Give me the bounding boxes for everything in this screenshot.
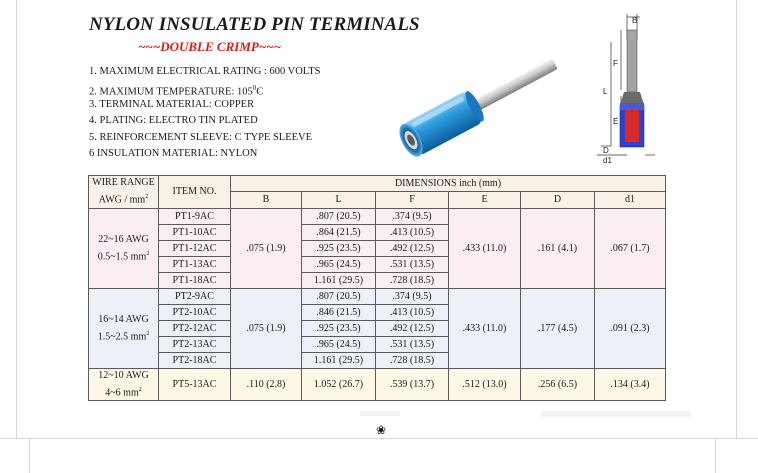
item-no-cell: PT1-10AC bbox=[159, 225, 231, 241]
item-no-cell: PT5-13AC bbox=[159, 369, 231, 401]
item-no-cell: PT1-18AC bbox=[159, 273, 231, 289]
spec-item: 4. PLATING: ELECTRO TIN PLATED bbox=[89, 115, 258, 127]
dimensions-table bbox=[88, 175, 666, 401]
wire-range-cell: 16~14 AWG 1.5~2.5 $mm^2$ bbox=[89, 289, 159, 369]
item-no-cell: PT2-9AC bbox=[159, 289, 231, 305]
l-cell: .846 (21.5) bbox=[302, 305, 376, 321]
b-cell: .110 (2.8) bbox=[231, 369, 302, 401]
item-no-cell: PT2-18AC bbox=[159, 353, 231, 369]
header-col-f: F bbox=[376, 192, 449, 209]
spec-item: 3. TERMINAL MATERIAL: COPPER bbox=[89, 98, 255, 110]
frame-tick-right bbox=[715, 438, 716, 473]
dim-label-d1: d1 bbox=[603, 156, 612, 165]
f-cell: .539 (13.7) bbox=[376, 369, 449, 401]
f-cell: .531 (13.5) bbox=[376, 337, 449, 353]
item-no-cell: PT2-10AC bbox=[159, 305, 231, 321]
f-cell: .374 (9.5) bbox=[376, 209, 449, 225]
e-cell: .433 (11.0) bbox=[449, 209, 521, 289]
frame-line-right bbox=[736, 0, 737, 438]
dim-label-f: F bbox=[613, 59, 618, 68]
table-row bbox=[89, 289, 666, 305]
l-cell: .965 (24.5) bbox=[302, 337, 376, 353]
item-no-cell: PT2-12AC bbox=[159, 321, 231, 337]
l-cell: .925 (23.5) bbox=[302, 321, 376, 337]
frame-line-left bbox=[16, 0, 17, 438]
header-wire-range: WIRE RANGE AWG / $mm^2$ bbox=[89, 176, 159, 209]
scan-artifact bbox=[541, 411, 691, 417]
l-cell: 1.052 (26.7) bbox=[302, 369, 376, 401]
f-cell: .728 (18.5) bbox=[376, 353, 449, 369]
d-cell: .256 (6.5) bbox=[521, 369, 595, 401]
table-row bbox=[89, 369, 666, 401]
dim-label-l: L bbox=[603, 87, 608, 96]
e-cell: .433 (11.0) bbox=[449, 289, 521, 369]
item-no-cell: PT1-13AC bbox=[159, 257, 231, 273]
d-cell: .177 (4.5) bbox=[521, 289, 595, 369]
header-item-no: ITEM NO. bbox=[159, 176, 231, 209]
f-cell: .413 (10.5) bbox=[376, 305, 449, 321]
l-cell: .864 (21.5) bbox=[302, 225, 376, 241]
flower-mark-icon: ❀ bbox=[376, 423, 387, 437]
l-cell: .807 (20.5) bbox=[302, 289, 376, 305]
item-no-cell: PT1-12AC bbox=[159, 241, 231, 257]
d1-cell: .067 (1.7) bbox=[595, 209, 666, 289]
pin-terminal-photo bbox=[372, 50, 572, 160]
f-cell: .728 (18.5) bbox=[376, 273, 449, 289]
item-no-cell: PT2-13AC bbox=[159, 337, 231, 353]
frame-line-bottom bbox=[0, 438, 758, 439]
d1-cell: .134 (3.4) bbox=[595, 369, 666, 401]
f-cell: .413 (10.5) bbox=[376, 225, 449, 241]
spec-item: 1. MAXIMUM ELECTRICAL RATING : 600 VOLTS bbox=[89, 66, 321, 77]
spec-list bbox=[89, 64, 321, 162]
l-cell: .807 (20.5) bbox=[302, 209, 376, 225]
b-cell: .075 (1.9) bbox=[231, 209, 302, 289]
header-col-b: B bbox=[231, 192, 302, 209]
header-col-d: D bbox=[521, 192, 595, 209]
page-subtitle: ~~~DOUBLE CRIMP~~~ bbox=[138, 39, 282, 54]
page-title: NYLON INSULATED PIN TERMINALS bbox=[89, 14, 420, 35]
header-dimensions: DIMENSIONS inch (mm) bbox=[231, 176, 666, 192]
item-no-cell: PT1-9AC bbox=[159, 209, 231, 225]
f-cell: .492 (12.5) bbox=[376, 241, 449, 257]
wire-range-cell: 12~10 AWG 4~6 $mm^2$ bbox=[89, 369, 159, 401]
l-cell: 1.161 (29.5) bbox=[302, 353, 376, 369]
f-cell: .374 (9.5) bbox=[376, 289, 449, 305]
dim-label-b: B bbox=[632, 16, 638, 25]
spec-item: 5. REINFORCEMENT SLEEVE: C TYPE SLEEVE bbox=[89, 131, 313, 143]
header-col-d1: d1 bbox=[595, 192, 666, 209]
l-cell: .965 (24.5) bbox=[302, 257, 376, 273]
dimension-diagram bbox=[575, 10, 665, 170]
b-cell: .075 (1.9) bbox=[231, 289, 302, 369]
f-cell: .492 (12.5) bbox=[376, 321, 449, 337]
header-col-l: L bbox=[302, 192, 376, 209]
d-cell: .161 (4.1) bbox=[521, 209, 595, 289]
scan-artifact bbox=[360, 411, 400, 416]
dim-label-d: D bbox=[603, 146, 609, 155]
e-cell: .512 (13.0) bbox=[449, 369, 521, 401]
spec-item: 6 INSULATION MATERIAL: NYLON bbox=[89, 147, 258, 159]
d1-cell: .091 (2.3) bbox=[595, 289, 666, 369]
wire-range-cell: 22~16 AWG 0.5~1.5 $mm^2$ bbox=[89, 209, 159, 289]
spec-item: 2. MAXIMUM TEMPERATURE: $105^0C$ bbox=[89, 84, 264, 98]
frame-tick-left bbox=[29, 438, 30, 473]
f-cell: .531 (13.5) bbox=[376, 257, 449, 273]
l-cell: 1.161 (29.5) bbox=[302, 273, 376, 289]
table-row bbox=[89, 209, 666, 225]
header-col-e: E bbox=[449, 192, 521, 209]
dim-label-e: E bbox=[613, 117, 619, 126]
l-cell: .925 (23.5) bbox=[302, 241, 376, 257]
